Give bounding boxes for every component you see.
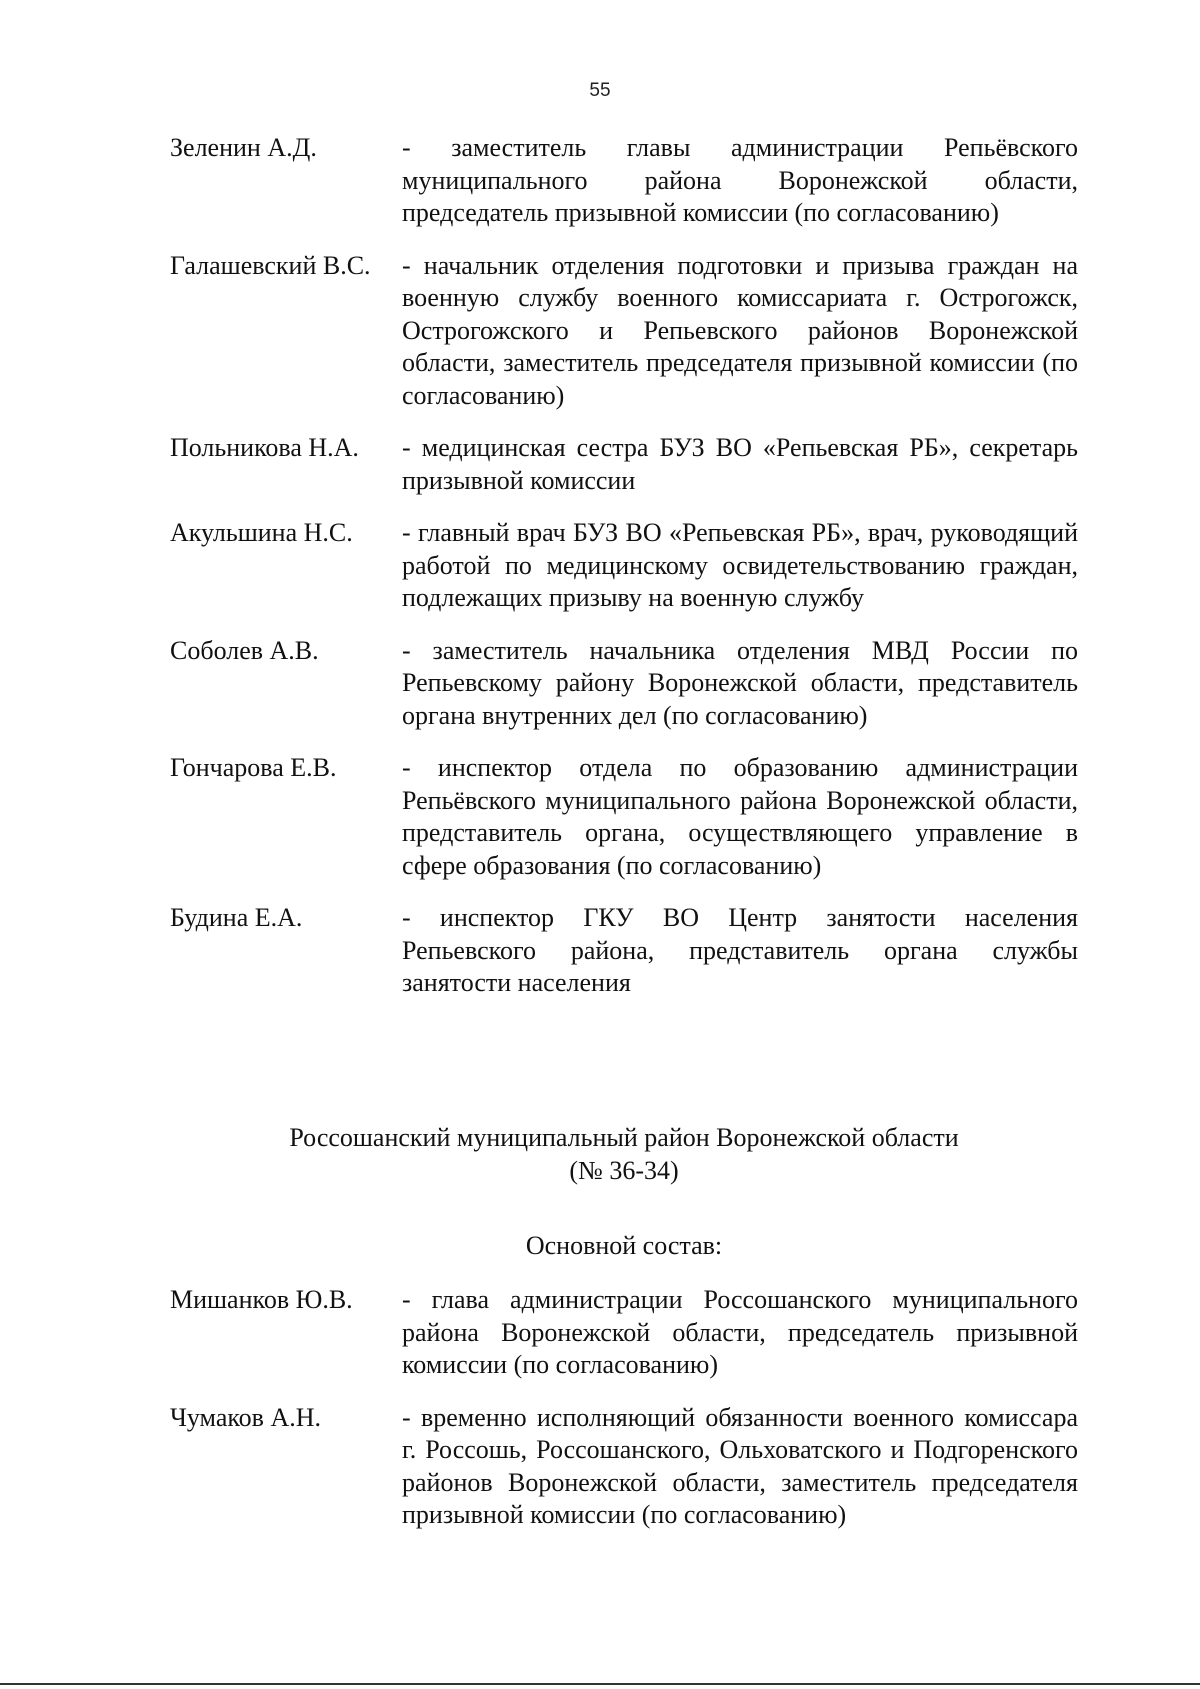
member-entry [170,517,1078,615]
member-name: Зеленин А.Д. [170,133,317,162]
member-role: - инспектор отдела по образованию администрации Репьёвского муниципального района Воронежской области, представитель органа, осуществляющего управление в сфере образования (по согласованию) [402,753,1078,880]
member-entry [170,635,1078,733]
member-name: Польникова Н.А. [170,433,359,462]
member-entry [170,1284,1078,1382]
section-title-line: Россошанский муниципальный район Воронежской области [289,1123,959,1152]
member-name: Гончарова Е.В. [170,753,337,782]
section-title [170,1122,1078,1187]
member-role: - медицинская сестра БУЗ ВО «Репьевская РБ», секретарь призывной комиссии [402,433,1078,495]
member-role: - инспектор ГКУ ВО Центр занятости населения Репьевского района, представитель органа службы занятости населения [402,903,1078,997]
member-name: Акульшина Н.С. [170,518,353,547]
member-entry [170,250,1078,413]
member-role: - заместитель главы администрации Репьёвского муниципального района Воронежской области, председатель призывной комиссии (по согласованию) [402,133,1078,227]
member-role: - начальник отделения подготовки и призыва граждан на военную службу военного комиссариата г. Острогожск, Острогожского и Репьевского районов Воронежской области, заместитель председателя призывной комиссии (по согласованию) [402,250,1078,410]
member-entry [170,1402,1078,1532]
member-name: Мишанков Ю.В. [170,1285,353,1314]
member-role: - главный врач БУЗ ВО «Репьевская РБ», врач, руководящий работой по медицинскому освидетельствованию граждан, подлежащих призыву на военную службу [402,518,1078,612]
section-subtitle: Основной состав: [525,1231,723,1260]
member-entry [170,752,1078,882]
member-role: - заместитель начальника отделения МВД России по Репьевскому району Воронежской области, представитель органа внутренних дел (по согласованию) [402,635,1078,730]
member-role: - временно исполняющий обязанности военного комиссара г. Россошь, Россошанского, Ольховатского и Подгоренского районов Воронежской области, заместитель председателя призывной комиссии (по согласованию) [402,1402,1078,1529]
member-entry [170,432,1078,497]
bottom-divider [0,1683,1200,1685]
member-name: Соболев А.В. [170,635,319,665]
member-entry [170,902,1078,1000]
member-name: Галашевский В.С. [170,250,371,280]
section-number: (№ 36-34) [569,1155,679,1185]
member-name: Чумаков А.Н. [170,1402,322,1432]
commission-list-top [170,132,1078,1020]
commission-list-bottom [170,1284,1078,1552]
member-name: Будина Е.А. [170,903,303,932]
page-number: 55 [589,80,611,101]
member-role: - глава администрации Россошанского муниципального района Воронежской области, председатель призывной комиссии (по согласованию) [402,1285,1078,1379]
member-entry [170,132,1078,230]
